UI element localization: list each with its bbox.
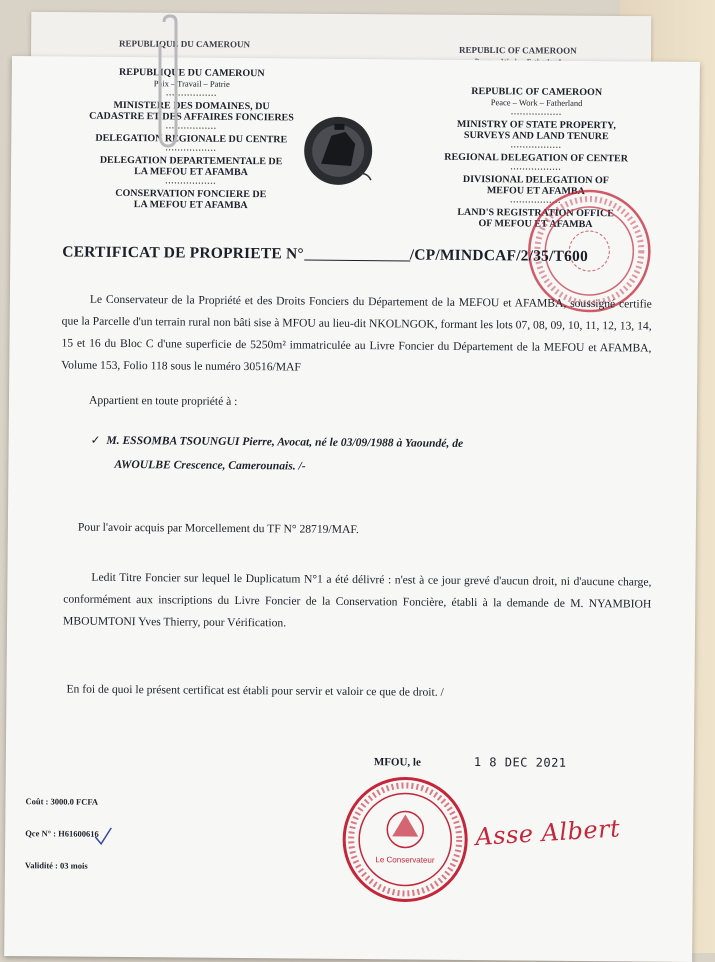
back-sheet-country-fr: REPUBLIQUE DU CAMEROUN bbox=[119, 38, 251, 50]
owner-line2: AWOULBE Crescence, Camerounais. /- bbox=[114, 457, 306, 473]
registration-en-line1: LAND'S REGISTRATION OFFICE bbox=[457, 206, 614, 220]
paragraph-acquisition: Pour l'avoir acquis par Morcellement du TF N° 28719/MAF. bbox=[77, 520, 359, 537]
footer-cost: Coût : 3000.0 FCFA bbox=[25, 796, 99, 807]
separator-dots: ................. bbox=[165, 143, 217, 153]
separator-dots: ................. bbox=[510, 140, 562, 150]
regional-fr: DELEGATION REGIONALE DU CENTRE bbox=[95, 132, 288, 146]
separator-dots: ................. bbox=[510, 107, 563, 117]
cameroon-emblem-logo bbox=[301, 114, 376, 189]
divisional-en-line2: MEFOU ET AFAMBA bbox=[486, 185, 585, 198]
ministry-fr-line1: MINISTERE DES DOMAINES, DU bbox=[113, 99, 270, 113]
country-en: REPUBLIC OF CAMEROON bbox=[471, 86, 603, 99]
header-french bbox=[71, 67, 312, 215]
footer-validity: Validité : 03 mois bbox=[24, 860, 88, 871]
registration-en-line2: OF MEFOU ET AFAMBA bbox=[478, 218, 593, 231]
motto-fr: Paix – Travail – Patrie bbox=[153, 78, 230, 89]
certificate-title-prefix: CERTIFICAT DE PROPRIETE N° bbox=[62, 243, 304, 263]
footer-qce-number: Qce N° : H61600616 bbox=[25, 828, 99, 839]
back-sheet-country-en-line: REPUBLIC OF CAMEROON bbox=[458, 44, 577, 56]
certificate-title-suffix: /CP/MINDCAF/2/35/T600 bbox=[409, 246, 589, 266]
motto-en: Peace – Work – Fatherland bbox=[490, 97, 583, 108]
date-place: MFOU, le bbox=[373, 756, 421, 769]
separator-dots: ................. bbox=[165, 121, 217, 131]
regional-en: REGIONAL DELEGATION OF CENTER bbox=[444, 151, 629, 165]
country-fr: REPUBLIQUE DU CAMEROUN bbox=[119, 66, 265, 80]
ministry-en-line2: SURVEYS AND LAND TENURE bbox=[463, 129, 609, 143]
paper-clip bbox=[150, 14, 190, 164]
ministry-en-line1: MINISTRY OF STATE PROPERTY, bbox=[456, 118, 616, 132]
separator-dots: ................. bbox=[510, 195, 562, 205]
conservation-fr-line2: LA MEFOU ET AFAMBA bbox=[133, 199, 248, 212]
owner-line1: M. ESSOMBA TSOUNGUI Pierre, Avocat, né le 03/09/1988 à Yaoundé, de bbox=[106, 433, 464, 450]
paragraph-property-description: Le Conservateur de la Propriété et des Droits Fonciers du Département de la MEFOU et AFAMBA, soussigné certifie que la Parcelle d'un terrain rural non bâti sise à MFOU au lieu-dit NKOLNGOK, formant les lots 07, 08, 09, 10, 11, 12, 13, 14, 15 et 16 du Bloc C d'une superficie de 5250m² immatriculée au Livre Foncier du Département de la MEFOU et AFAMBA, Volume 153, Folio 118 sous le numéro 30516/MAF bbox=[61, 292, 652, 374]
paragraph-duplicatum: Ledit Titre Foncier sur lequel le Duplicatum N°1 a été délivré : n'est à ce jour grevé d'aucun droit, ni d'aucune charge, conformément aux inscriptions du Livre Foncier de la Conservation Foncière, établi à la demande de M. NYAMBIOH MBOUMTONI Yves Thierry, pour Vérification. bbox=[63, 570, 652, 630]
paragraph-closing: En foi de quoi le présent certificat est établi pour servir et valoir ce que de droit. / bbox=[66, 682, 444, 699]
separator-dots: ................. bbox=[166, 88, 218, 98]
departmental-fr-line1: DELEGATION DEPARTEMENTALE DE bbox=[99, 154, 283, 168]
certificate-title bbox=[62, 243, 588, 266]
conservator-stamp-label: Le Conservateur bbox=[375, 855, 435, 865]
conservator-signature: Asse Albert bbox=[474, 814, 621, 852]
conservation-fr-line1: CONSERVATION FONCIERE DE bbox=[115, 187, 267, 201]
separator-dots: ................. bbox=[510, 162, 562, 172]
departmental-fr-line2: LA MEFOU ET AFAMBA bbox=[134, 166, 248, 179]
conservator-stamp bbox=[340, 774, 471, 905]
ministry-fr-line2: CADASTRE ET DES AFFAIRES FONCIERES bbox=[89, 110, 294, 124]
date-stamp: 1 8 DEC 2021 bbox=[473, 755, 567, 770]
checkmark-icon: ✓ bbox=[90, 433, 101, 447]
certificate-sheet bbox=[4, 56, 700, 962]
divisional-en-line1: DIVISIONAL DELEGATION OF bbox=[462, 173, 609, 187]
paragraph-ownership-intro: Appartient en toute propriété à : bbox=[88, 393, 238, 408]
certificate-number-blank bbox=[304, 248, 410, 262]
separator-dots: ................. bbox=[165, 176, 217, 186]
owner-block bbox=[90, 429, 650, 482]
